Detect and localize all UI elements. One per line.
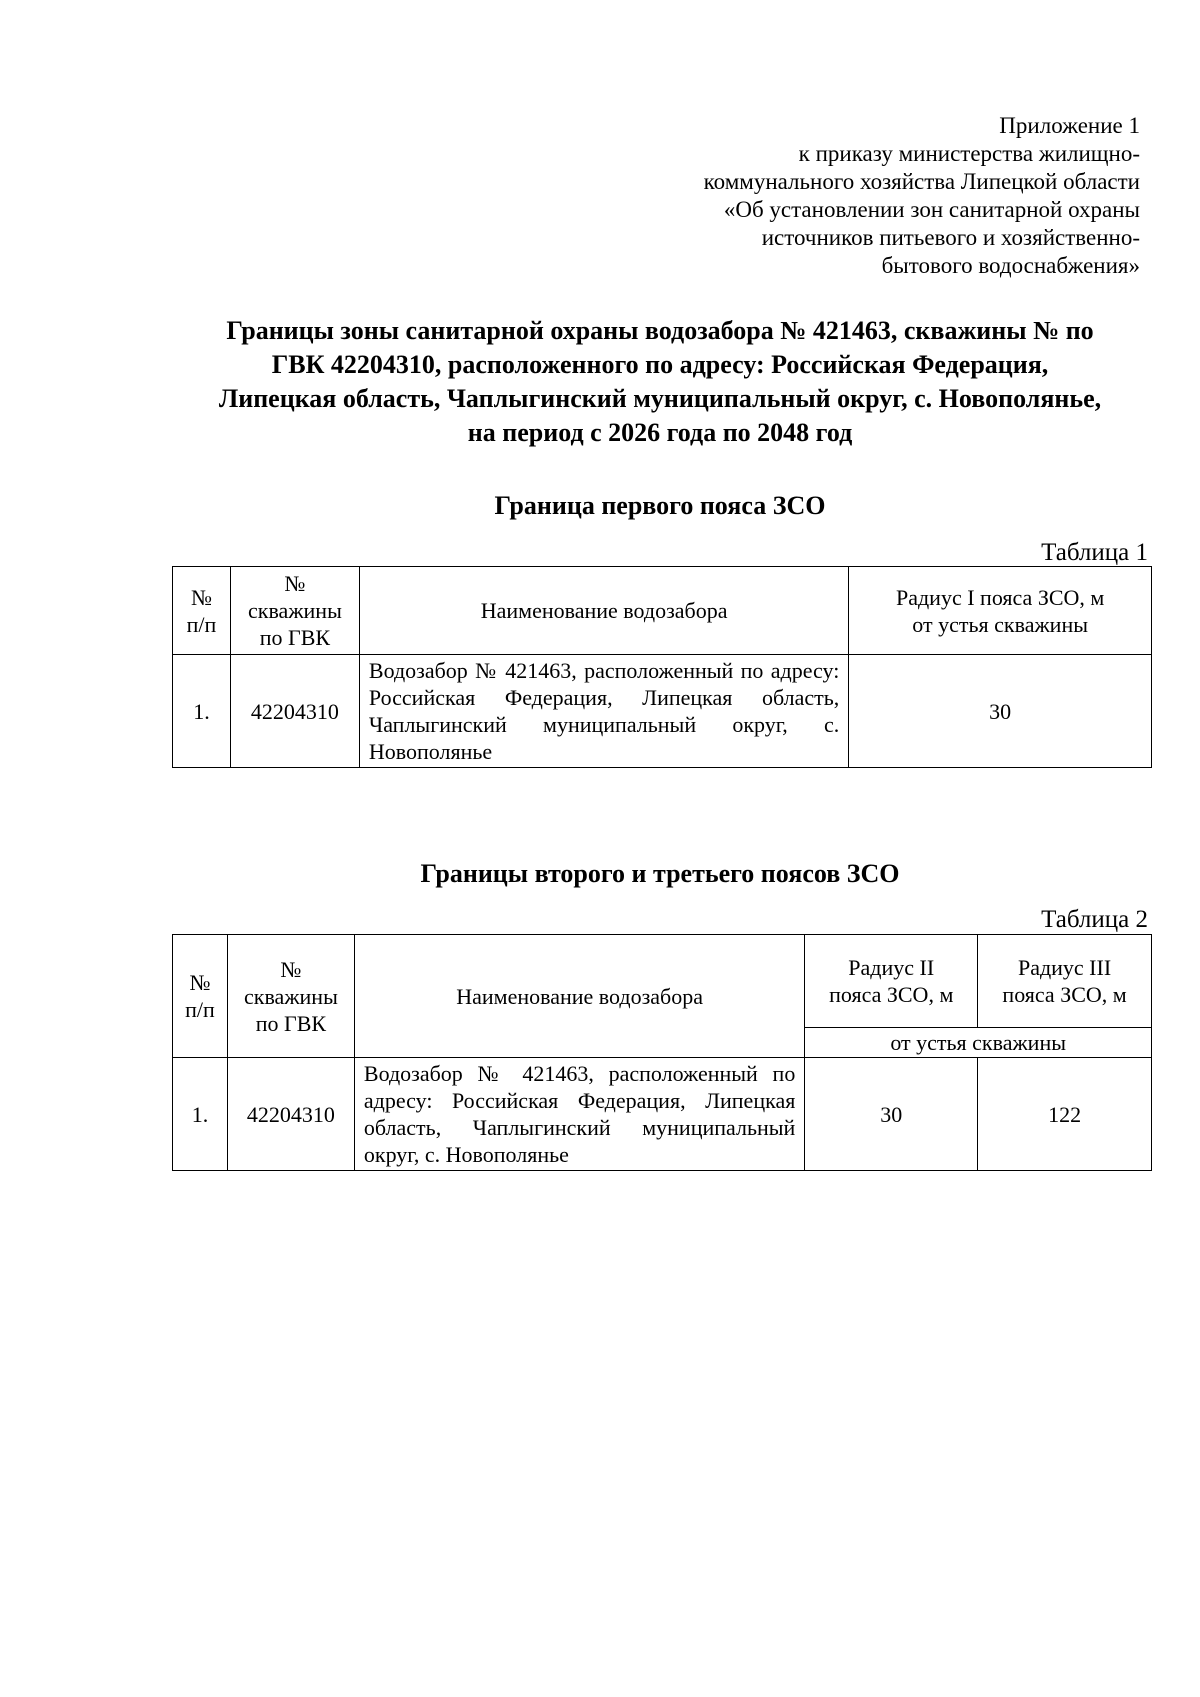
title-line: ГВК 42204310, расположенного по адресу: Российская Федерация, [271,350,1049,379]
table2 [172,934,1152,1171]
appendix-line: бытового водоснабжения» [881,253,1140,278]
table1-header-radius [849,567,1152,655]
document-title [160,314,1160,450]
table1-cell-radius: 30 [849,655,1152,768]
table1-header-name: Наименование водозабора [359,567,848,655]
header-text: по ГВК [255,1010,327,1036]
table1-header-num [173,567,231,655]
section1-title: Граница первого пояса ЗСО [494,491,826,520]
table1-header-well [230,567,359,655]
table2-cell-well: 42204310 [227,1058,354,1171]
header-text: № [284,571,306,596]
table2-cell-radius2: 30 [805,1058,978,1171]
header-text: п/п [186,611,217,637]
appendix-line: источников питьевого и хозяйственно- [761,225,1140,250]
header-text: пояса ЗСО, м [1002,982,1127,1007]
header-text: п/п [185,997,215,1022]
table1-label: Таблица 1 [1041,539,1148,566]
table2-header-from: от устья скважины [805,1028,1152,1058]
table2-cell-radius3: 122 [978,1058,1152,1171]
table2-header-well [227,935,354,1058]
header-text: Радиус II [848,955,935,980]
appendix-note [580,112,1140,280]
section2-title: Границы второго и третьего поясов ЗСО [420,859,900,888]
table-row [173,1058,1152,1171]
header-text: Радиус III [1017,955,1112,980]
appendix-line: коммунального хозяйства Липецкой области [703,169,1140,194]
table2-header-row [173,935,1152,1028]
header-text: № [190,584,212,610]
table2-cell-num: 1. [173,1058,228,1171]
header-text: скважины [244,983,338,1009]
header-text: пояса ЗСО, м [829,982,954,1007]
header-text: № [280,956,302,982]
table2-header-radius2 [805,935,978,1028]
table1-header-row [173,567,1152,655]
table-row [173,655,1152,768]
header-text: скважины [248,598,342,623]
header-text: № [189,970,211,995]
appendix-line: Приложение 1 [999,113,1140,138]
table1-cell-well: 42204310 [230,655,359,768]
table2-header-num [173,935,228,1058]
appendix-line: «Об установлении зон санитарной охраны [723,197,1140,222]
table2-label: Таблица 2 [1041,906,1148,933]
table2-header-radius3 [978,935,1152,1028]
table2-cell-name: Водозабор № 421463, расположенный по адресу: Российская Федерация, Липецкая область, Чаплыгинский муниципальный округ, с. Новополянье [354,1058,804,1171]
header-text: от устья скважины [912,611,1088,637]
header-text: Радиус I пояса ЗСО, м [895,584,1105,610]
table2-header-name: Наименование водозабора [354,935,804,1058]
table1-cell-name: Водозабор № 421463, расположенный по адресу: Российская Федерация, Липецкая область, Чаплыгинский муниципальный округ, с. Новополянье [359,655,848,768]
header-text: по ГВК [259,625,331,650]
title-line: на период с 2026 года по 2048 год [467,418,853,447]
title-line: Границы зоны санитарной охраны водозабора № 421463, скважины № по [226,316,1094,345]
appendix-line: к приказу министерства жилищно- [798,141,1140,166]
table1-cell-num: 1. [173,655,231,768]
table1 [172,566,1152,768]
title-line: Липецкая область, Чаплыгинский муниципальный округ, с. Новополянье, [218,384,1102,413]
